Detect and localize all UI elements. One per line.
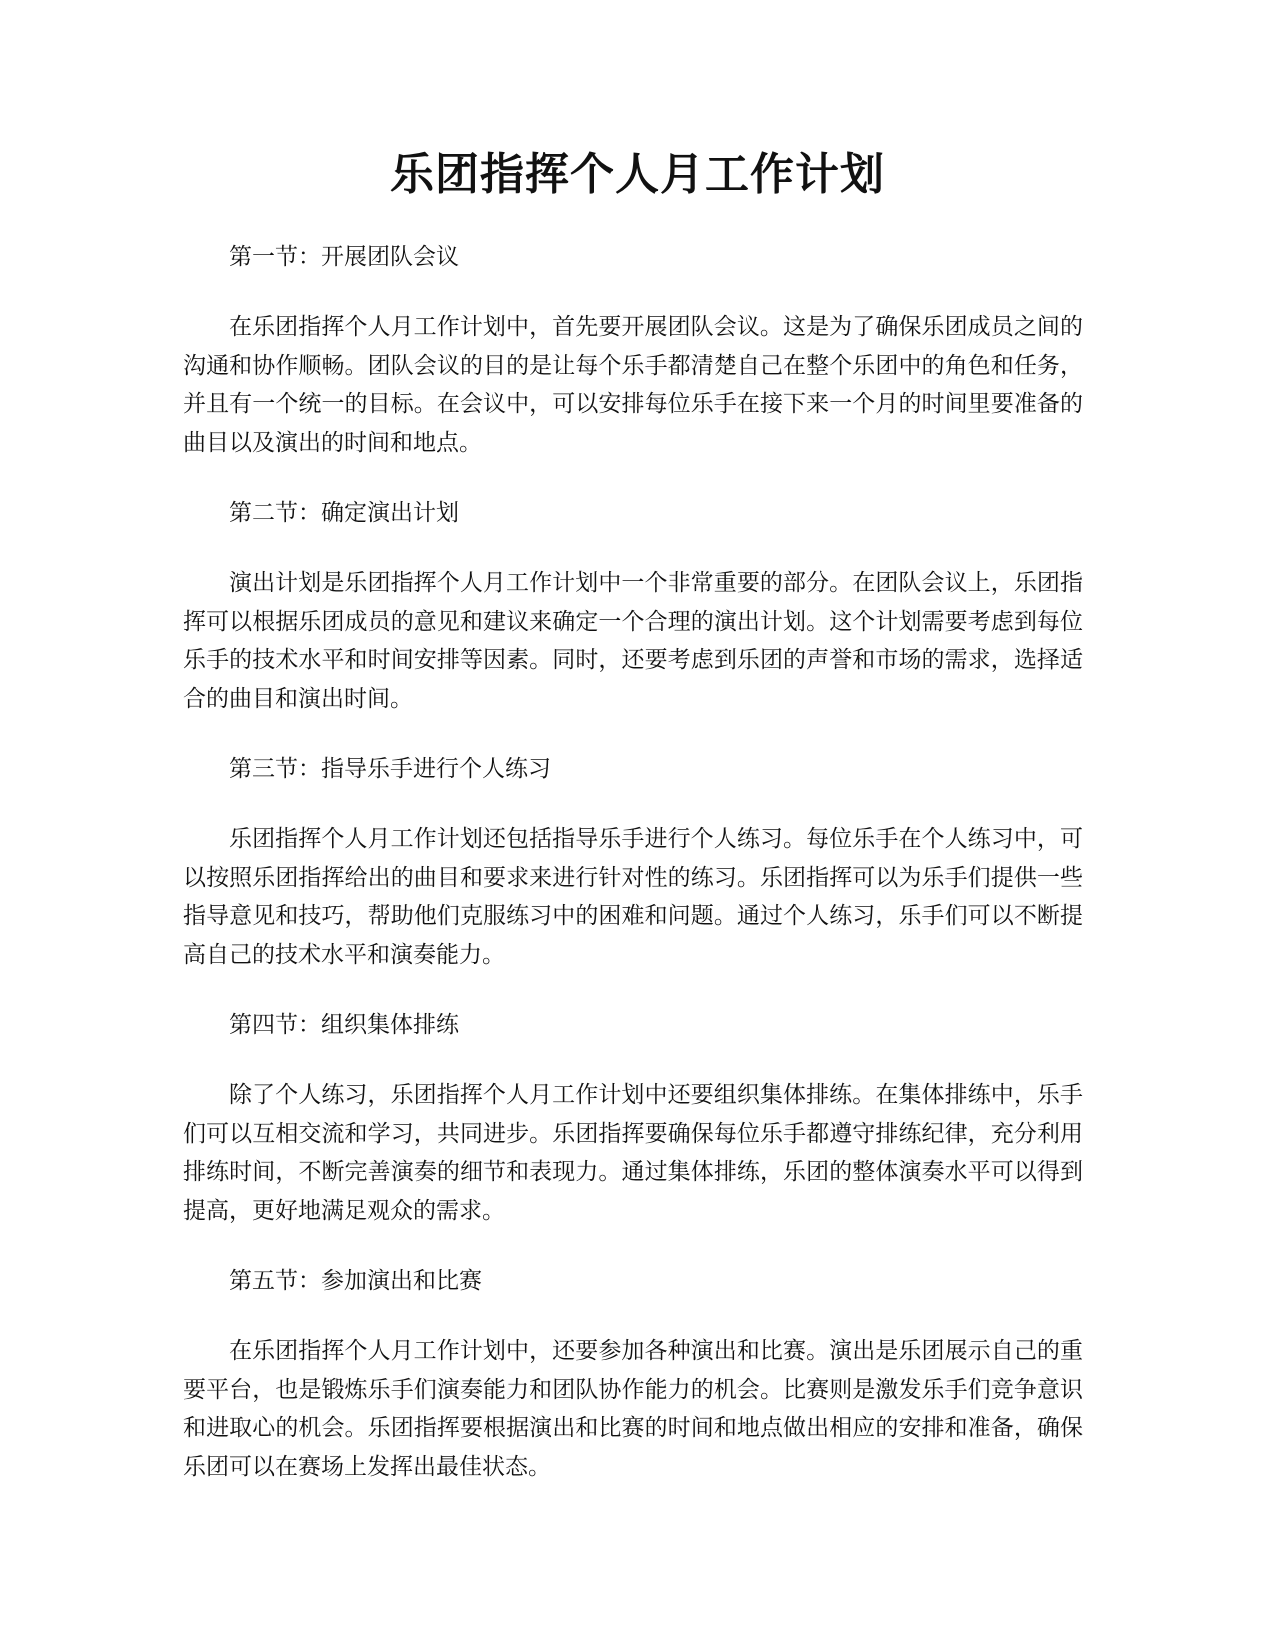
section-heading: 第五节：参加演出和比赛 [229, 1268, 482, 1294]
section-paragraph: 在乐团指挥个人月工作计划中，首先要开展团队会议。这是为了确保乐团成员之间的沟通和协作顺畅。团队会议的目的是让每个乐手都清楚自己在整个乐团中的角色和任务，并且有一个统一的目标。在会议中，可以安排每位乐手在接下来一个月的时间里要准备的曲目以及演出的时间和地点。 [183, 314, 1083, 456]
section-5 [183, 1262, 1083, 1486]
section-1 [183, 238, 1083, 462]
document-body [183, 238, 1083, 1518]
section-heading: 第四节：组织集体排练 [229, 1012, 459, 1038]
section-3 [183, 750, 1083, 974]
section-paragraph: 除了个人练习，乐团指挥个人月工作计划中还要组织集体排练。在集体排练中，乐手们可以互相交流和学习，共同进步。乐团指挥要确保每位乐手都遵守排练纪律，充分利用排练时间，不断完善演奏的细节和表现力。通过集体排练，乐团的整体演奏水平可以得到提高，更好地满足观众的需求。 [183, 1082, 1083, 1224]
section-4 [183, 1006, 1083, 1230]
section-paragraph: 演出计划是乐团指挥个人月工作计划中一个非常重要的部分。在团队会议上，乐团指挥可以根据乐团成员的意见和建议来确定一个合理的演出计划。这个计划需要考虑到每位乐手的技术水平和时间安排等因素。同时，还要考虑到乐团的声誉和市场的需求，选择适合的曲目和演出时间。 [183, 570, 1083, 712]
section-heading: 第二节：确定演出计划 [229, 500, 459, 526]
section-heading: 第三节：指导乐手进行个人练习 [229, 756, 551, 782]
section-heading: 第一节：开展团队会议 [229, 244, 459, 270]
document-title: 乐团指挥个人月工作计划 [390, 149, 885, 200]
section-paragraph: 在乐团指挥个人月工作计划中，还要参加各种演出和比赛。演出是乐团展示自己的重要平台，也是锻炼乐手们演奏能力和团队协作能力的机会。比赛则是激发乐手们竞争意识和进取心的机会。乐团指挥要根据演出和比赛的时间和地点做出相应的安排和准备，确保乐团可以在赛场上发挥出最佳状态。 [183, 1338, 1083, 1480]
section-2 [183, 494, 1083, 718]
section-paragraph: 乐团指挥个人月工作计划还包括指导乐手进行个人练习。每位乐手在个人练习中，可以按照乐团指挥给出的曲目和要求来进行针对性的练习。乐团指挥可以为乐手们提供一些指导意见和技巧，帮助他们克服练习中的困难和问题。通过个人练习，乐手们可以不断提高自己的技术水平和演奏能力。 [183, 826, 1083, 968]
